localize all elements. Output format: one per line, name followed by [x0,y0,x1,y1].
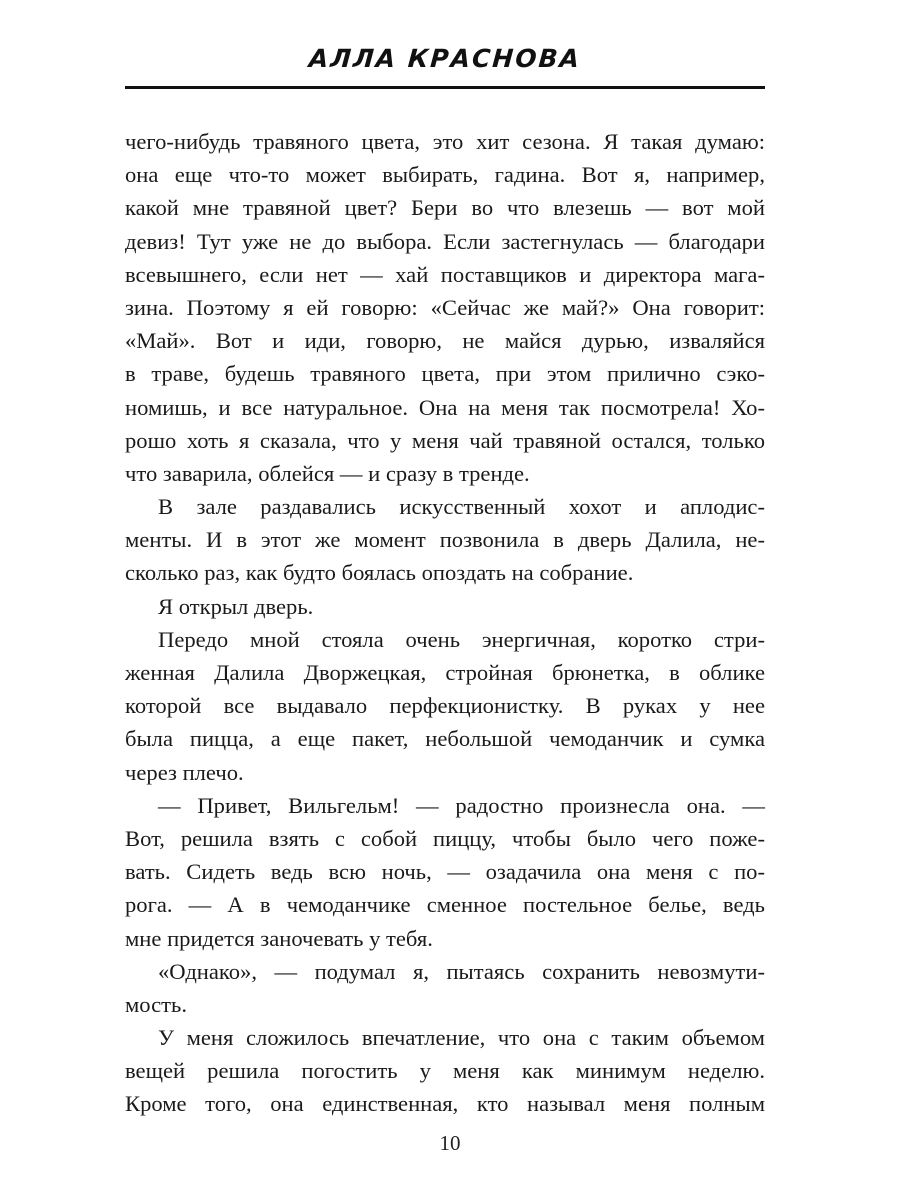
text-line: которой все выдавало перфекционистку. В руках у нее [125,693,765,719]
text-line: У меня сложилось впечатление, что она с таким объемом [158,1025,765,1051]
text-line: она еще что-то может выбирать, гадина. Вот я, например, [125,162,765,188]
text-line: Передо мной стояла очень энергичная, коротко стри- [158,626,765,652]
text-line: в траве, будешь травяного цвета, при этом прилично сэко- [125,361,765,387]
body-text [125,125,765,1121]
text-line: была пицца, а еще пакет, небольшой чемоданчик и сумка [125,726,765,752]
text-line: какой мне травяной цвет? Бери во что влезешь — вот мой [125,195,765,221]
text-line: «Однако», — подумал я, пытаясь сохранить невозмути- [158,958,765,984]
text-line: Кроме того, она единственная, кто называл меня полным [125,1091,765,1117]
text-line: — Привет, Вильгельм! — радостно произнесла она. — [158,792,765,818]
text-line: вещей решила погостить у меня как минимум неделю. [125,1058,765,1084]
text-line: девиз! Тут уже не до выбора. Если застегнулась — благодари [125,228,765,254]
text-line: номишь, и все натуральное. Она на меня так посмотрела! Хо- [125,394,765,420]
text-line: зина. Поэтому я ей говорю: «Сейчас же май?» Она говорит: [125,294,765,320]
text-line: вать. Сидеть ведь всю ночь, — озадачила она меня с по- [125,859,765,885]
text-line: Вот, решила взять с собой пиццу, чтобы было чего поже- [125,825,765,851]
page-number: 10 [439,1131,461,1155]
text-line: сколько раз, как будто боялась опоздать на собрание. [125,560,634,586]
text-line: всевышнего, если нет — хай поставщиков и директора мага- [125,261,765,287]
text-line: через плечо. [125,759,244,785]
text-line: «Май». Вот и иди, говорю, не майся дурью, изваляйся [125,328,765,354]
text-line: менты. И в этот же момент позвонила в дверь Далила, не- [125,527,765,553]
text-line: В зале раздавались искусственный хохот и аплодис- [158,494,765,520]
text-line: женная Далила Дворжецкая, стройная брюнетка, в облике [125,660,765,685]
text-line: рошо хоть я сказала, что у меня чай травяной остался, только [125,427,765,453]
text-line: что заварила, облейся — и сразу в тренде. [125,460,530,486]
text-line: рога. — А в чемоданчике сменное постельное белье, ведь [125,892,765,918]
text-line: чего-нибудь травяного цвета, это хит сезона. Я такая думаю: [125,129,765,154]
author-name: АЛЛА КРАСНОВА [308,44,582,73]
text-line: мость. [125,991,188,1017]
text-line: мне придется заночевать у тебя. [125,925,433,951]
text-line: Я открыл дверь. [158,593,314,619]
running-header [125,44,765,73]
header-divider [125,86,765,89]
